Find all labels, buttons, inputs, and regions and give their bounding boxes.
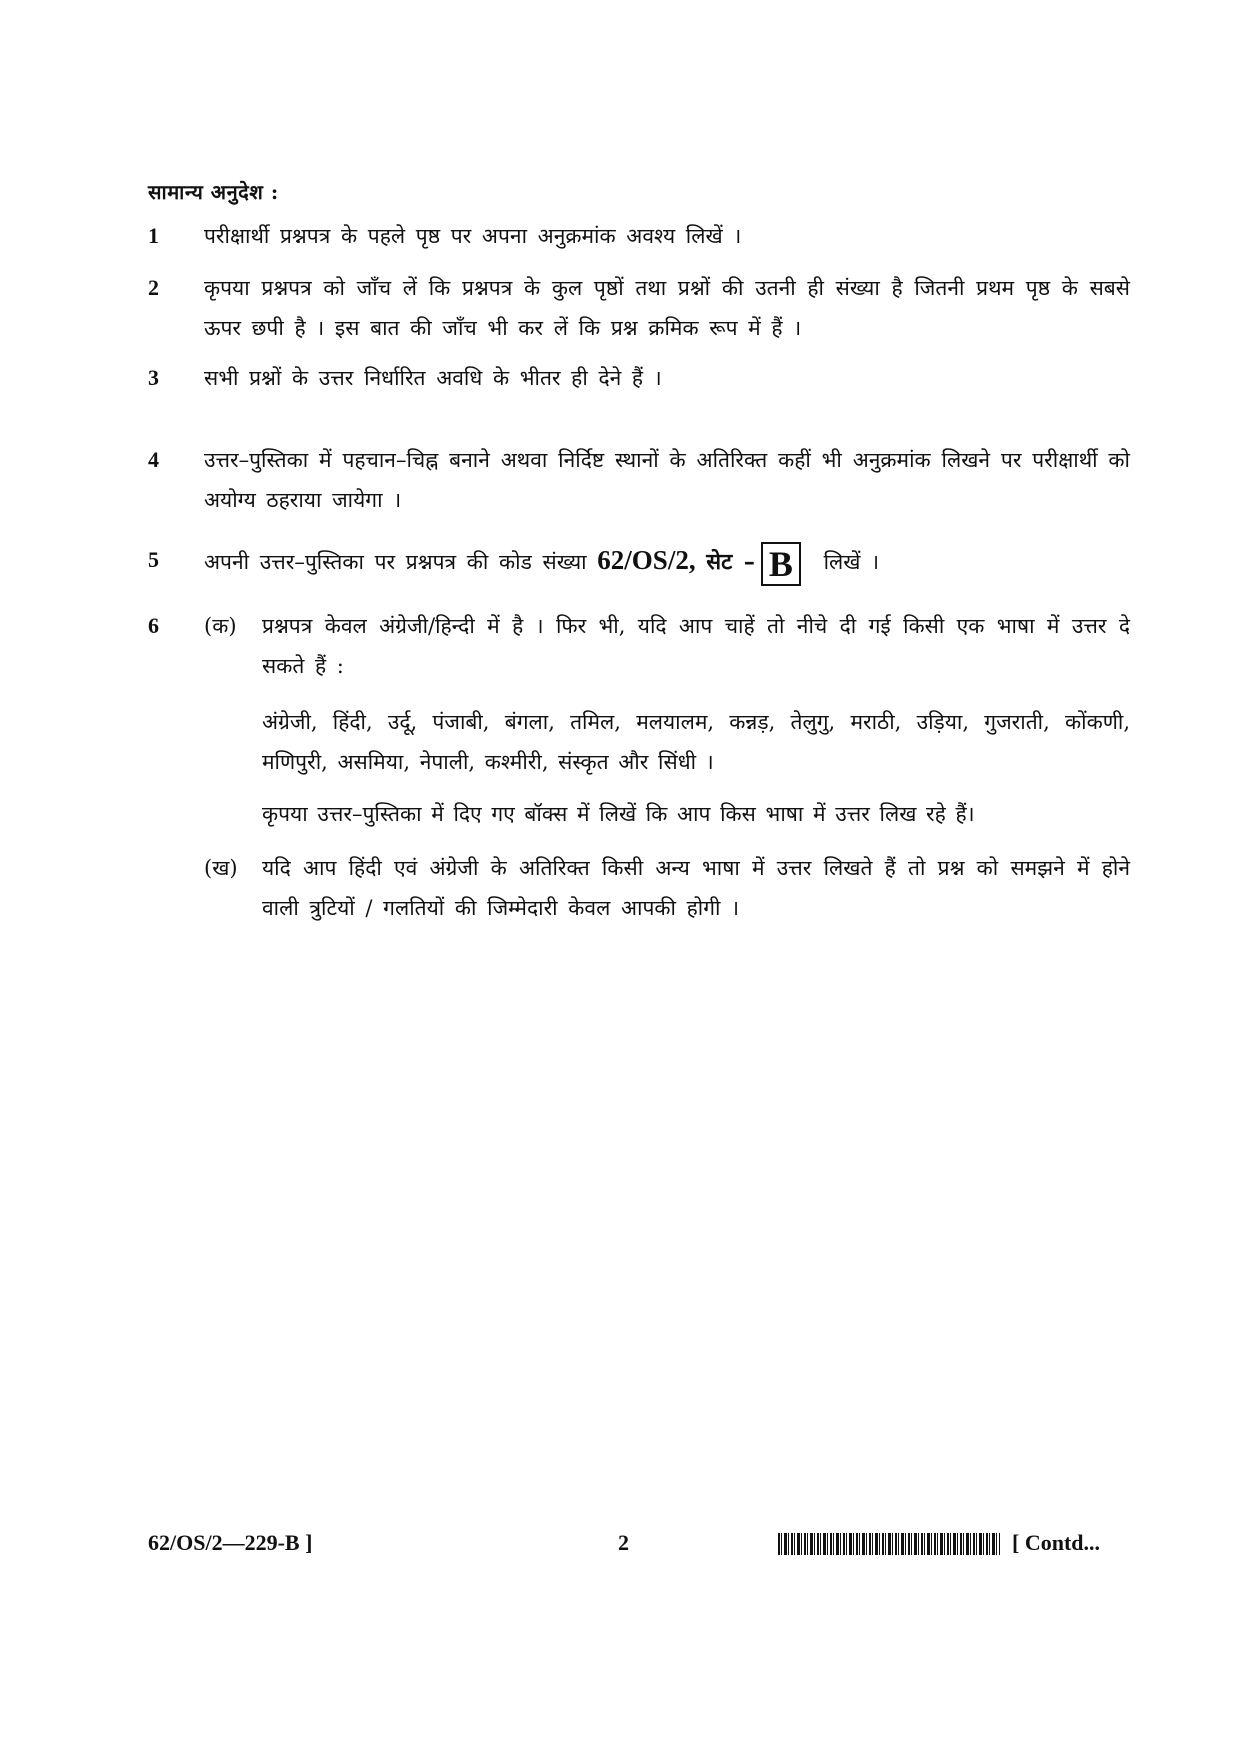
write-label: लिखें । bbox=[823, 550, 880, 574]
sub-instruction-text: यदि आप हिंदी एवं अंग्रेजी के अतिरिक्त किसी अन्य भाषा में उत्तर लिखते हैं तो प्रश्न को समझने में होने वाली त्रुटियों / गलतियों की जिम्मेदारी केवल आपकी होगी । bbox=[262, 856, 1130, 920]
instruction-number: 5 bbox=[148, 547, 159, 572]
barcode bbox=[778, 1533, 1000, 1555]
sub-instruction-label: (क) bbox=[204, 614, 237, 638]
continued-label: [ Contd... bbox=[1012, 1530, 1101, 1555]
sub-instruction-text: प्रश्नपत्र केवल अंग्रेजी/हिन्दी में है । फिर भी, यदि आप चाहें तो नीचे दी गई किसी एक भाषा में उत्तर दे सकते हैं : bbox=[262, 614, 1130, 678]
instruction-number: 3 bbox=[148, 365, 159, 390]
instruction-number: 2 bbox=[148, 275, 159, 300]
instruction-item-1 bbox=[148, 216, 1130, 256]
code-instruction-text: अपनी उत्तर–पुस्तिका पर प्रश्नपत्र की कोड संख्या bbox=[204, 550, 587, 574]
instruction-item-2 bbox=[148, 268, 1130, 348]
sub-instruction-a bbox=[204, 606, 1130, 686]
instruction-item-5 bbox=[148, 540, 1130, 586]
language-list: अंग्रेजी, हिंदी, उर्दू, पंजाबी, बंगला, तमिल, मलयालम, कन्नड़, तेलुगु, मराठी, उड़िया, गुजराती, कोंकणी, मणिपुरी, असमिया, नेपाली, कश्मीरी, संस्कृत और सिंधी । bbox=[262, 710, 1130, 774]
instruction-number: 1 bbox=[148, 223, 159, 248]
instruction-number: 4 bbox=[148, 447, 159, 472]
instructions-heading: सामान्य अनुदेश : bbox=[148, 180, 279, 204]
paper-code: 62/OS/2, bbox=[597, 545, 696, 575]
sub-instruction-b bbox=[204, 848, 1130, 928]
footer-paper-code: 62/OS/2—229-B ] bbox=[148, 1530, 313, 1555]
instruction-text bbox=[204, 540, 1130, 586]
instruction-text: सभी प्रश्नों के उत्तर निर्धारित अवधि के भीतर ही देने हैं । bbox=[204, 366, 662, 390]
page-number: 2 bbox=[618, 1530, 629, 1555]
set-label: सेट – bbox=[706, 549, 755, 575]
instruction-number: 6 bbox=[148, 613, 159, 638]
instruction-text: परीक्षार्थी प्रश्नपत्र के पहले पृष्ठ पर अपना अनुक्रमांक अवश्य लिखें । bbox=[204, 224, 742, 248]
instruction-item-4 bbox=[148, 440, 1130, 520]
instruction-item-3 bbox=[148, 358, 1130, 398]
set-letter-box: B bbox=[761, 542, 801, 586]
instruction-text: कृपया प्रश्नपत्र को जाँच लें कि प्रश्नपत्र के कुल पृष्ठों तथा प्रश्नों की उतनी ही संख्या है जितनी प्रथम पृष्ठ के सबसे ऊपर छपी है । इस बात की जाँच भी कर लें कि प्रश्न क्रमिक रूप में हैं । bbox=[204, 276, 1130, 340]
instruction-text: उत्तर–पुस्तिका में पहचान–चिह्न बनाने अथवा निर्दिष्ट स्थानों के अतिरिक्त कहीं भी अनुक्रमांक लिखने पर परीक्षार्थी को अयोग्य ठहराया जायेगा । bbox=[204, 448, 1130, 512]
language-box-note: कृपया उत्तर–पुस्तिका में दिए गए बॉक्स में लिखें कि आप किस भाषा में उत्तर लिख रहे हैं। bbox=[262, 802, 975, 826]
sub-instruction-label: (ख) bbox=[204, 856, 238, 880]
